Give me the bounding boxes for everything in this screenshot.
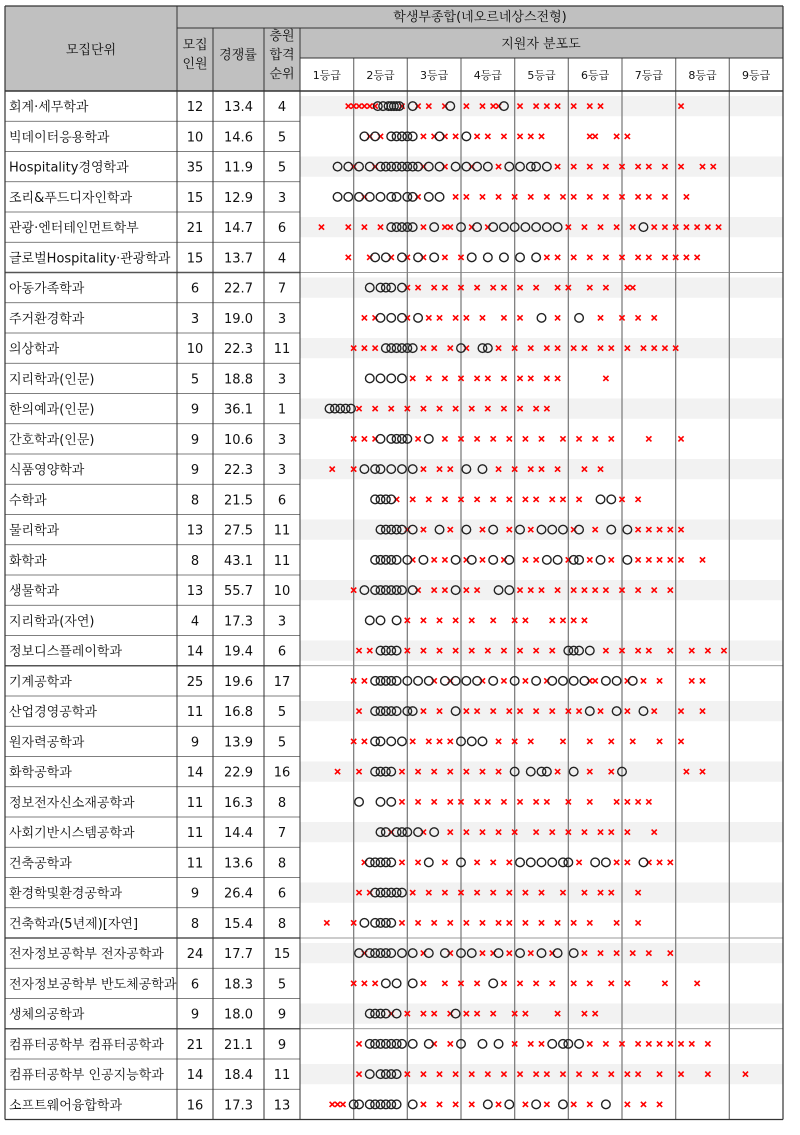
cell-unit: 화학공학과 <box>9 765 72 781</box>
cell-quota: 15 <box>186 251 204 267</box>
cell-quota: 14 <box>186 1068 204 1084</box>
header-quota-line1: 모집 <box>182 38 208 53</box>
cell-rank: 7 <box>277 281 287 297</box>
cell-rank: 6 <box>277 886 287 902</box>
cell-rank: 5 <box>277 977 287 993</box>
cell-unit: 산업경영공학과 <box>9 705 97 721</box>
cell-rank: 8 <box>277 856 287 872</box>
row-band <box>300 1004 783 1024</box>
cell-quota: 8 <box>190 493 200 509</box>
cell-quota: 14 <box>186 765 204 781</box>
row-band <box>300 520 783 540</box>
cell-rank: 9 <box>277 1007 287 1023</box>
cell-rank: 11 <box>273 342 291 358</box>
cell-unit: 전자정보공학부 전자공학과 <box>9 947 164 963</box>
row-band <box>300 399 783 419</box>
cell-rank: 8 <box>277 795 287 811</box>
cell-quota: 8 <box>190 916 200 932</box>
cell-unit: 컴퓨터공학부 인공지능학과 <box>9 1068 164 1084</box>
cell-competition: 13.6 <box>224 856 253 872</box>
row-band <box>300 641 783 661</box>
row-band <box>300 338 783 358</box>
header-quota-line2: 인원 <box>182 57 208 72</box>
row-band <box>300 157 783 177</box>
cell-competition: 14.4 <box>224 826 253 842</box>
cell-quota: 24 <box>186 947 204 963</box>
cell-competition: 22.7 <box>224 281 253 297</box>
row-band <box>300 187 783 207</box>
cell-competition: 10.6 <box>224 432 253 448</box>
cell-competition: 11.9 <box>224 160 253 176</box>
cell-quota: 15 <box>186 190 204 206</box>
cell-unit: 소프트웨어융합학과 <box>9 1098 123 1114</box>
cell-quota: 3 <box>190 311 200 327</box>
cell-unit: 의상학과 <box>9 342 60 358</box>
cell-rank: 3 <box>277 190 287 206</box>
cell-rank: 3 <box>277 463 287 479</box>
cell-quota: 10 <box>186 130 204 146</box>
cell-quota: 6 <box>190 977 200 993</box>
cell-competition: 15.4 <box>224 916 253 932</box>
cell-rank: 15 <box>273 947 291 963</box>
row-band <box>300 671 783 691</box>
grade-label: 8등급 <box>688 69 717 82</box>
grade-label: 6등급 <box>581 69 610 82</box>
cell-competition: 27.5 <box>224 523 253 539</box>
cell-rank: 11 <box>273 523 291 539</box>
cell-rank: 3 <box>277 372 287 388</box>
cell-rank: 3 <box>277 614 287 630</box>
cell-competition: 43.1 <box>224 553 253 569</box>
cell-competition: 21.5 <box>224 493 253 509</box>
header-distribution: 지원자 분포도 <box>501 37 581 52</box>
cell-unit: 주거환경학과 <box>9 311 85 327</box>
cell-competition: 12.9 <box>224 190 253 206</box>
cell-rank: 6 <box>277 221 287 237</box>
row-band <box>300 217 783 237</box>
cell-quota: 10 <box>186 342 204 358</box>
row-band <box>300 762 783 782</box>
cell-quota: 16 <box>186 1098 204 1114</box>
cell-quota: 13 <box>186 584 204 600</box>
header-rank-line3: 순위 <box>269 67 295 82</box>
cell-unit: 지리학과(인문) <box>9 372 95 388</box>
cell-unit: 수학과 <box>9 493 47 509</box>
grade-label: 1등급 <box>312 69 341 82</box>
cell-unit: 컴퓨터공학부 컴퓨터공학과 <box>9 1037 164 1053</box>
cell-rank: 8 <box>277 916 287 932</box>
cell-rank: 3 <box>277 432 287 448</box>
row-band <box>300 550 783 570</box>
cell-competition: 18.3 <box>224 977 253 993</box>
cell-unit: 정보디스플레이학과 <box>9 644 123 660</box>
cell-quota: 9 <box>190 402 200 418</box>
cell-unit: 아동가족학과 <box>9 281 85 297</box>
cell-competition: 18.8 <box>224 372 253 388</box>
cell-competition: 36.1 <box>224 402 253 418</box>
cell-competition: 26.4 <box>224 886 253 902</box>
cell-unit: 식품영양학과 <box>9 463 85 479</box>
cell-rank: 1 <box>277 402 287 418</box>
cell-quota: 12 <box>186 100 204 116</box>
grade-label: 9등급 <box>742 69 771 82</box>
row-band <box>300 852 783 872</box>
cell-competition: 55.7 <box>224 584 253 600</box>
row-band <box>300 308 783 328</box>
grade-label: 2등급 <box>366 69 395 82</box>
cell-quota: 35 <box>186 160 204 176</box>
cell-unit: 건축학과(5년제)[자연] <box>9 916 139 932</box>
row-band <box>300 278 783 298</box>
cell-competition: 18.4 <box>224 1068 253 1084</box>
cell-competition: 19.0 <box>224 311 253 327</box>
row-band <box>300 943 783 963</box>
cell-unit: 사회기반시스템공학과 <box>9 826 135 842</box>
cell-competition: 14.6 <box>224 130 253 146</box>
cell-unit: 정보전자신소재공학과 <box>9 795 135 811</box>
cell-competition: 17.7 <box>224 947 253 963</box>
row-band <box>300 792 783 812</box>
row-band <box>300 489 783 509</box>
header-unit: 모집단위 <box>65 43 117 58</box>
cell-competition: 18.0 <box>224 1007 253 1023</box>
header-rank-line1: 충원 <box>269 29 295 44</box>
cell-rank: 17 <box>273 674 291 690</box>
cell-quota: 9 <box>190 735 200 751</box>
cell-rank: 11 <box>273 1068 291 1084</box>
cell-quota: 21 <box>186 1037 204 1053</box>
cell-quota: 11 <box>186 826 204 842</box>
cell-rank: 3 <box>277 311 287 327</box>
cell-rank: 11 <box>273 553 291 569</box>
cell-competition: 19.6 <box>224 674 253 690</box>
cell-quota: 13 <box>186 523 204 539</box>
grade-label: 7등급 <box>634 69 663 82</box>
row-band <box>300 731 783 751</box>
cell-rank: 5 <box>277 130 287 146</box>
cell-competition: 13.7 <box>224 251 253 267</box>
cell-quota: 21 <box>186 221 204 237</box>
row-band <box>300 1094 783 1114</box>
row-band <box>300 701 783 721</box>
cell-quota: 6 <box>190 281 200 297</box>
cell-unit: 화학과 <box>9 553 47 569</box>
cell-competition: 13.4 <box>224 100 253 116</box>
cell-rank: 7 <box>277 826 287 842</box>
cell-quota: 25 <box>186 674 204 690</box>
cell-rank: 6 <box>277 644 287 660</box>
cell-unit: 건축공학과 <box>9 856 72 872</box>
cell-quota: 5 <box>190 372 200 388</box>
cell-rank: 4 <box>277 100 287 116</box>
cell-unit: 조리&푸드디자인학과 <box>9 190 133 206</box>
cell-rank: 6 <box>277 493 287 509</box>
cell-rank: 16 <box>273 765 291 781</box>
cell-quota: 9 <box>190 886 200 902</box>
row-band <box>300 973 783 993</box>
cell-rank: 4 <box>277 251 287 267</box>
cell-quota: 4 <box>190 614 200 630</box>
cell-competition: 17.3 <box>224 1098 253 1114</box>
cell-quota: 11 <box>186 795 204 811</box>
cell-quota: 9 <box>190 1007 200 1023</box>
cell-unit: 빅데이터응용학과 <box>9 130 110 146</box>
cell-quota: 9 <box>190 463 200 479</box>
row-band <box>300 822 783 842</box>
cell-competition: 19.4 <box>224 644 253 660</box>
cell-unit: 회계·세무학과 <box>9 100 89 116</box>
cell-rank: 5 <box>277 735 287 751</box>
grade-label: 3등급 <box>420 69 449 82</box>
cell-competition: 16.3 <box>224 795 253 811</box>
cell-unit: 기계공학과 <box>9 674 72 690</box>
cell-quota: 8 <box>190 553 200 569</box>
cell-unit: 글로벌Hospitality·관광학과 <box>9 251 171 267</box>
row-band <box>300 610 783 630</box>
cell-unit: 생물학과 <box>9 584 60 600</box>
cell-competition: 16.8 <box>224 705 253 721</box>
cell-quota: 9 <box>190 432 200 448</box>
cell-competition: 22.9 <box>224 765 253 781</box>
row-band <box>300 96 783 116</box>
chart-title: 학생부종합(네오르네상스전형) <box>393 10 567 25</box>
cell-rank: 10 <box>273 584 291 600</box>
grade-label: 4등급 <box>473 69 502 82</box>
cell-competition: 21.1 <box>224 1037 253 1053</box>
cell-quota: 11 <box>186 705 204 721</box>
cell-unit: 한의예과(인문) <box>9 402 95 418</box>
cell-competition: 17.3 <box>224 614 253 630</box>
cell-unit: 관광·엔터테인먼트학부 <box>9 221 139 237</box>
cell-unit: 지리학과(자연) <box>9 614 95 630</box>
cell-competition: 22.3 <box>224 342 253 358</box>
cell-rank: 5 <box>277 705 287 721</box>
cell-unit: 물리학과 <box>9 523 60 539</box>
cell-quota: 14 <box>186 644 204 660</box>
cell-unit: 환경학및환경공학과 <box>9 886 123 902</box>
cell-unit: 원자력공학과 <box>9 735 85 751</box>
grade-label: 5등급 <box>527 69 556 82</box>
row-band <box>300 368 783 388</box>
cell-quota: 11 <box>186 856 204 872</box>
row-band <box>300 247 783 267</box>
cell-rank: 9 <box>277 1037 287 1053</box>
cell-competition: 14.7 <box>224 221 253 237</box>
cell-unit: Hospitality경영학과 <box>9 160 129 176</box>
cell-rank: 5 <box>277 160 287 176</box>
cell-rank: 13 <box>273 1098 291 1114</box>
cell-unit: 전자정보공학부 반도체공학과 <box>9 977 177 993</box>
cell-unit: 생체의공학과 <box>9 1007 85 1023</box>
row-band <box>300 1064 783 1084</box>
cell-competition: 22.3 <box>224 463 253 479</box>
cell-competition: 13.9 <box>224 735 253 751</box>
header-rank-line2: 합격 <box>269 48 295 63</box>
cell-unit: 간호학과(인문) <box>9 432 95 448</box>
header-competition: 경쟁률 <box>219 48 257 63</box>
